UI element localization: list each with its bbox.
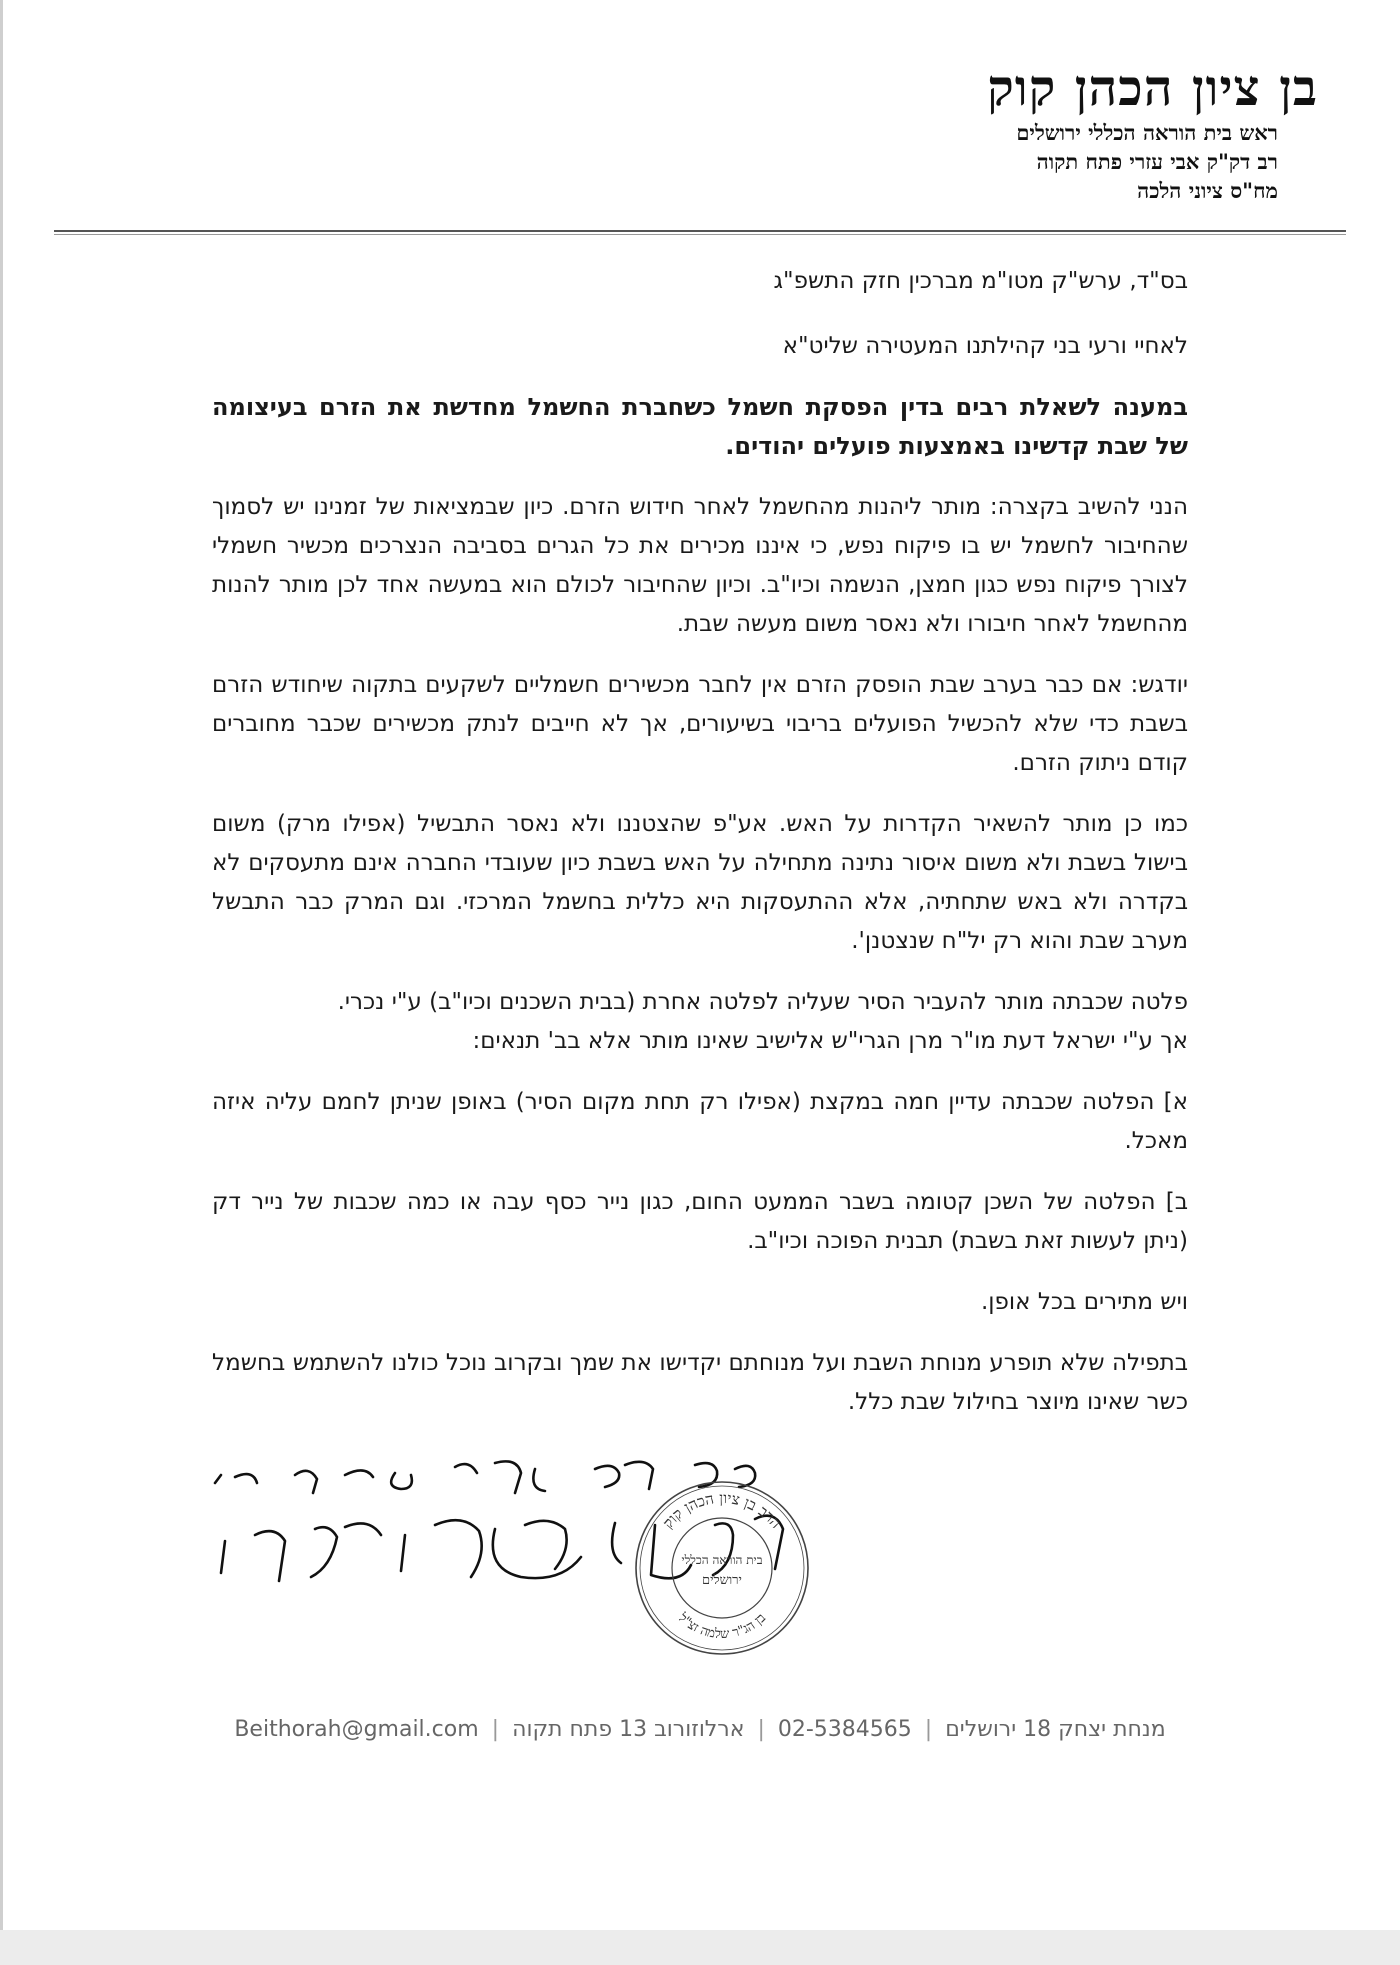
footer-phone: 02-5384565 (777, 1717, 912, 1742)
page-bottom-margin (0, 1930, 1400, 1965)
stamp-outer-bottom: בן הג"ר שלמה זצ"ל (674, 1610, 770, 1643)
letterhead (987, 58, 1318, 205)
footer-separator: | (757, 1717, 765, 1742)
footer-address-petah-tikva: ארלוזורוב 13 פתח תקוה (512, 1717, 745, 1742)
paragraph-lenient: ויש מתירים בכל אופן. (980, 1289, 1188, 1315)
condition-b: ב] הפלטה של השכן קטומה בשבר הממעט החום, כגון נייר כסף עבה או כמה שכבות של נייר דק (ניתן לעשות זאת בשבת) תבנית הפוכה וכיו"ב. (212, 1189, 1188, 1254)
paragraph-answer: הנני להשיב בקצרה: מותר ליהנות מהחשמל לאחר חידוש הזרם. כיון שבמציאות של זמנינו יש לסמוך שהחיבור לחשמל יש בו פיקוח נפש, כי איננו מכירים את כל הגרים בסביבה הנצרכים מכשיר חשמלי לצורך פיקוח נפש כגון חמצן, הנשמה וכיו"ב. וכיון שהחיבור לכולם הוא במעשה אחד לכן מותר להנות מהחשמל לאחר חיבורו ולא נאסר משום מעשה שבת. (212, 494, 1188, 637)
stamp-inner-2: ירושלים (702, 1573, 742, 1588)
paragraph-hotplate-conditions: אך ע"י ישראל דעת מו"ר מרן הגרי"ש אלישיב שאינו מותר אלא בב' תנאים: (472, 1028, 1188, 1054)
letter-date: בס"ד, ערש"ק מטו"מ מברכין חזק התשפ"ג (773, 268, 1188, 294)
condition-a: א] הפלטה שכבתה עדיין חמה במקצת (אפילו רק תחת מקום הסיר) באופן שניתן לחמם עליה איזה מאכל. (212, 1089, 1188, 1154)
footer-separator: | (924, 1717, 933, 1742)
letter-footer (0, 1717, 1400, 1742)
paragraph-emphasis: יודגש: אם כבר בערב שבת הופסק הזרם אין לחבר מכשירים חשמליים לשקעים בתקוה שיחודש הזרם בשבת כדי שלא להכשיל הפועלים בריבוי בשיעורים, אך לא חייבים לנתק מכשירים שכבר מחוברים קודם ניתוק הזרם. (212, 672, 1188, 776)
letterhead-title-2: רב דק"ק אבי עזרי פתח תקוה (1036, 149, 1278, 174)
paragraph-hotplate: פלטה שכבתה מותר להעביר הסיר שעליה לפלטה אחרת (בבית השכנים וכיו"ב) ע"י נכרי. (337, 989, 1188, 1015)
header-rule-bottom (54, 234, 1346, 235)
paragraph-pots: כמו כן מותר להשאיר הקדרות על האש. אע"פ שהצטננו ולא נאסר התבשיל (אפילו מרק) משום בישול בשבת ולא משום איסור נתינה מתחילה על האש בשבת כיון שעובדי החברה אינם מתעסקים לא בקדרה ולא באש שתחתיה, אלא ההתעסקות היא כללית בחשמל המרכזי. וגם המרק כבר התבשל מערב שבת והוא רק יל"ח שנצטנן'. (212, 811, 1188, 954)
stamp-inner-1: בית הוראה הכללי (681, 1553, 763, 1567)
footer-separator: | (491, 1717, 500, 1742)
letterhead-title-3: מח"ס ציוני הלכה (1137, 178, 1278, 203)
letter-subject: במענה לשאלת רבים בדין הפסקת חשמל כשחברת החשמל מחדשת את הזרם בעיצומה של שבת קדשינו באמצעות פועלים יהודים. (212, 393, 1188, 460)
letterhead-name: בן ציון הכהן קוק (987, 58, 1318, 117)
svg-text:בן הג"ר שלמה זצ"ל (674, 1610, 769, 1642)
letter-body (212, 262, 1188, 1444)
header-rule-top (54, 230, 1346, 232)
svg-text:הרב בן ציון הכהן קוק (659, 1489, 785, 1532)
paragraph-closing: בתפילה שלא תופרע מנוחת השבת ועל מנוחתם יקדישו את שמך ובקרוב נוכל כולנו להשתמש בחשמל כשר שאינו מיוצר בחילול שבת כלל. (212, 1350, 1188, 1415)
footer-email-link[interactable]: Beithorah@gmail.com (234, 1717, 479, 1742)
stamp-outer-top: הרב בן ציון הכהן קוק (658, 1488, 786, 1532)
letterhead-title-1: ראש בית הוראה הכללי ירושלים (1016, 120, 1278, 145)
footer-address-jerusalem: מנחת יצחק 18 ירושלים (945, 1717, 1166, 1742)
page-edge-shadow (0, 0, 3, 1965)
rabbinical-stamp (632, 1478, 812, 1658)
letter-greeting: לאחיי ורעי בני קהילתנו המעטירה שליט"א (782, 333, 1188, 359)
